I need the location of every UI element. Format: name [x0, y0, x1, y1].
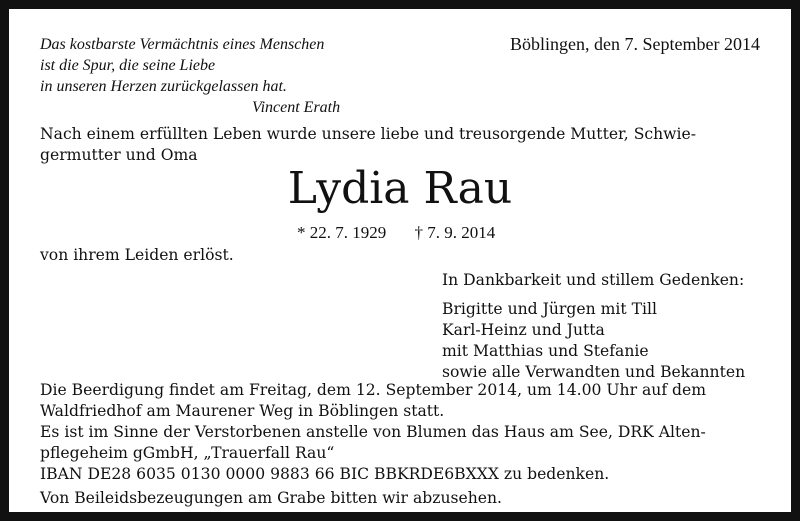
quote-author: Vincent Erath: [252, 99, 341, 116]
life-dates: [297, 222, 495, 244]
mourner-line: mit Matthias und Stefanie: [442, 342, 649, 360]
funeral-details: [40, 380, 706, 485]
quote-line: ist die Spur, die seine Liebe: [40, 57, 216, 74]
quote-line: in unseren Herzen zurückgelassen hat.: [40, 78, 287, 95]
memorial-quote: [40, 34, 340, 118]
funeral-line: Die Beerdigung findet am Freitag, dem 12. September 2014, um 14.00 Uhr auf dem: [40, 381, 707, 399]
funeral-line: Es ist im Sinne der Verstorbenen anstelle von Blumen das Haus am See, DRK Alten-: [40, 423, 706, 441]
funeral-line: Waldfriedhof am Maurener Weg in Böblingen statt.: [40, 402, 445, 420]
funeral-line: IBAN DE28 6035 0130 0000 9883 66 BIC BBKRDE6BXXX zu bedenken.: [40, 465, 610, 483]
intro-line: germutter und Oma: [40, 146, 198, 164]
mourner-line: sowie alle Verwandten und Bekannten: [442, 363, 746, 381]
funeral-line: pflegeheim gGmbH, „Trauerfall Rau“: [40, 444, 335, 462]
birth-date: * 22. 7. 1929: [297, 223, 387, 242]
intro-line: Nach einem erfüllten Leben wurde unsere liebe und treusorgende Mutter, Schwie-: [40, 125, 697, 143]
closing-note: Von Beileidsbezeugungen am Grabe bitten wir abzusehen.: [40, 489, 502, 507]
mourners-heading: In Dankbarkeit und stillem Gedenken:: [442, 271, 745, 289]
mourner-line: Karl-Heinz und Jutta: [442, 321, 605, 339]
intro-text: [40, 124, 696, 166]
relief-text: von ihrem Leiden erlöst.: [40, 246, 234, 264]
place-and-date: Böblingen, den 7. September 2014: [510, 34, 760, 54]
mourner-line: Brigitte und Jürgen mit Till: [442, 300, 657, 318]
deceased-name: Lydia Rau: [287, 163, 513, 214]
death-date: † 7. 9. 2014: [414, 223, 496, 242]
mourners-block: [442, 270, 745, 383]
quote-line: Das kostbarste Vermächtnis eines Menschen: [40, 36, 325, 53]
